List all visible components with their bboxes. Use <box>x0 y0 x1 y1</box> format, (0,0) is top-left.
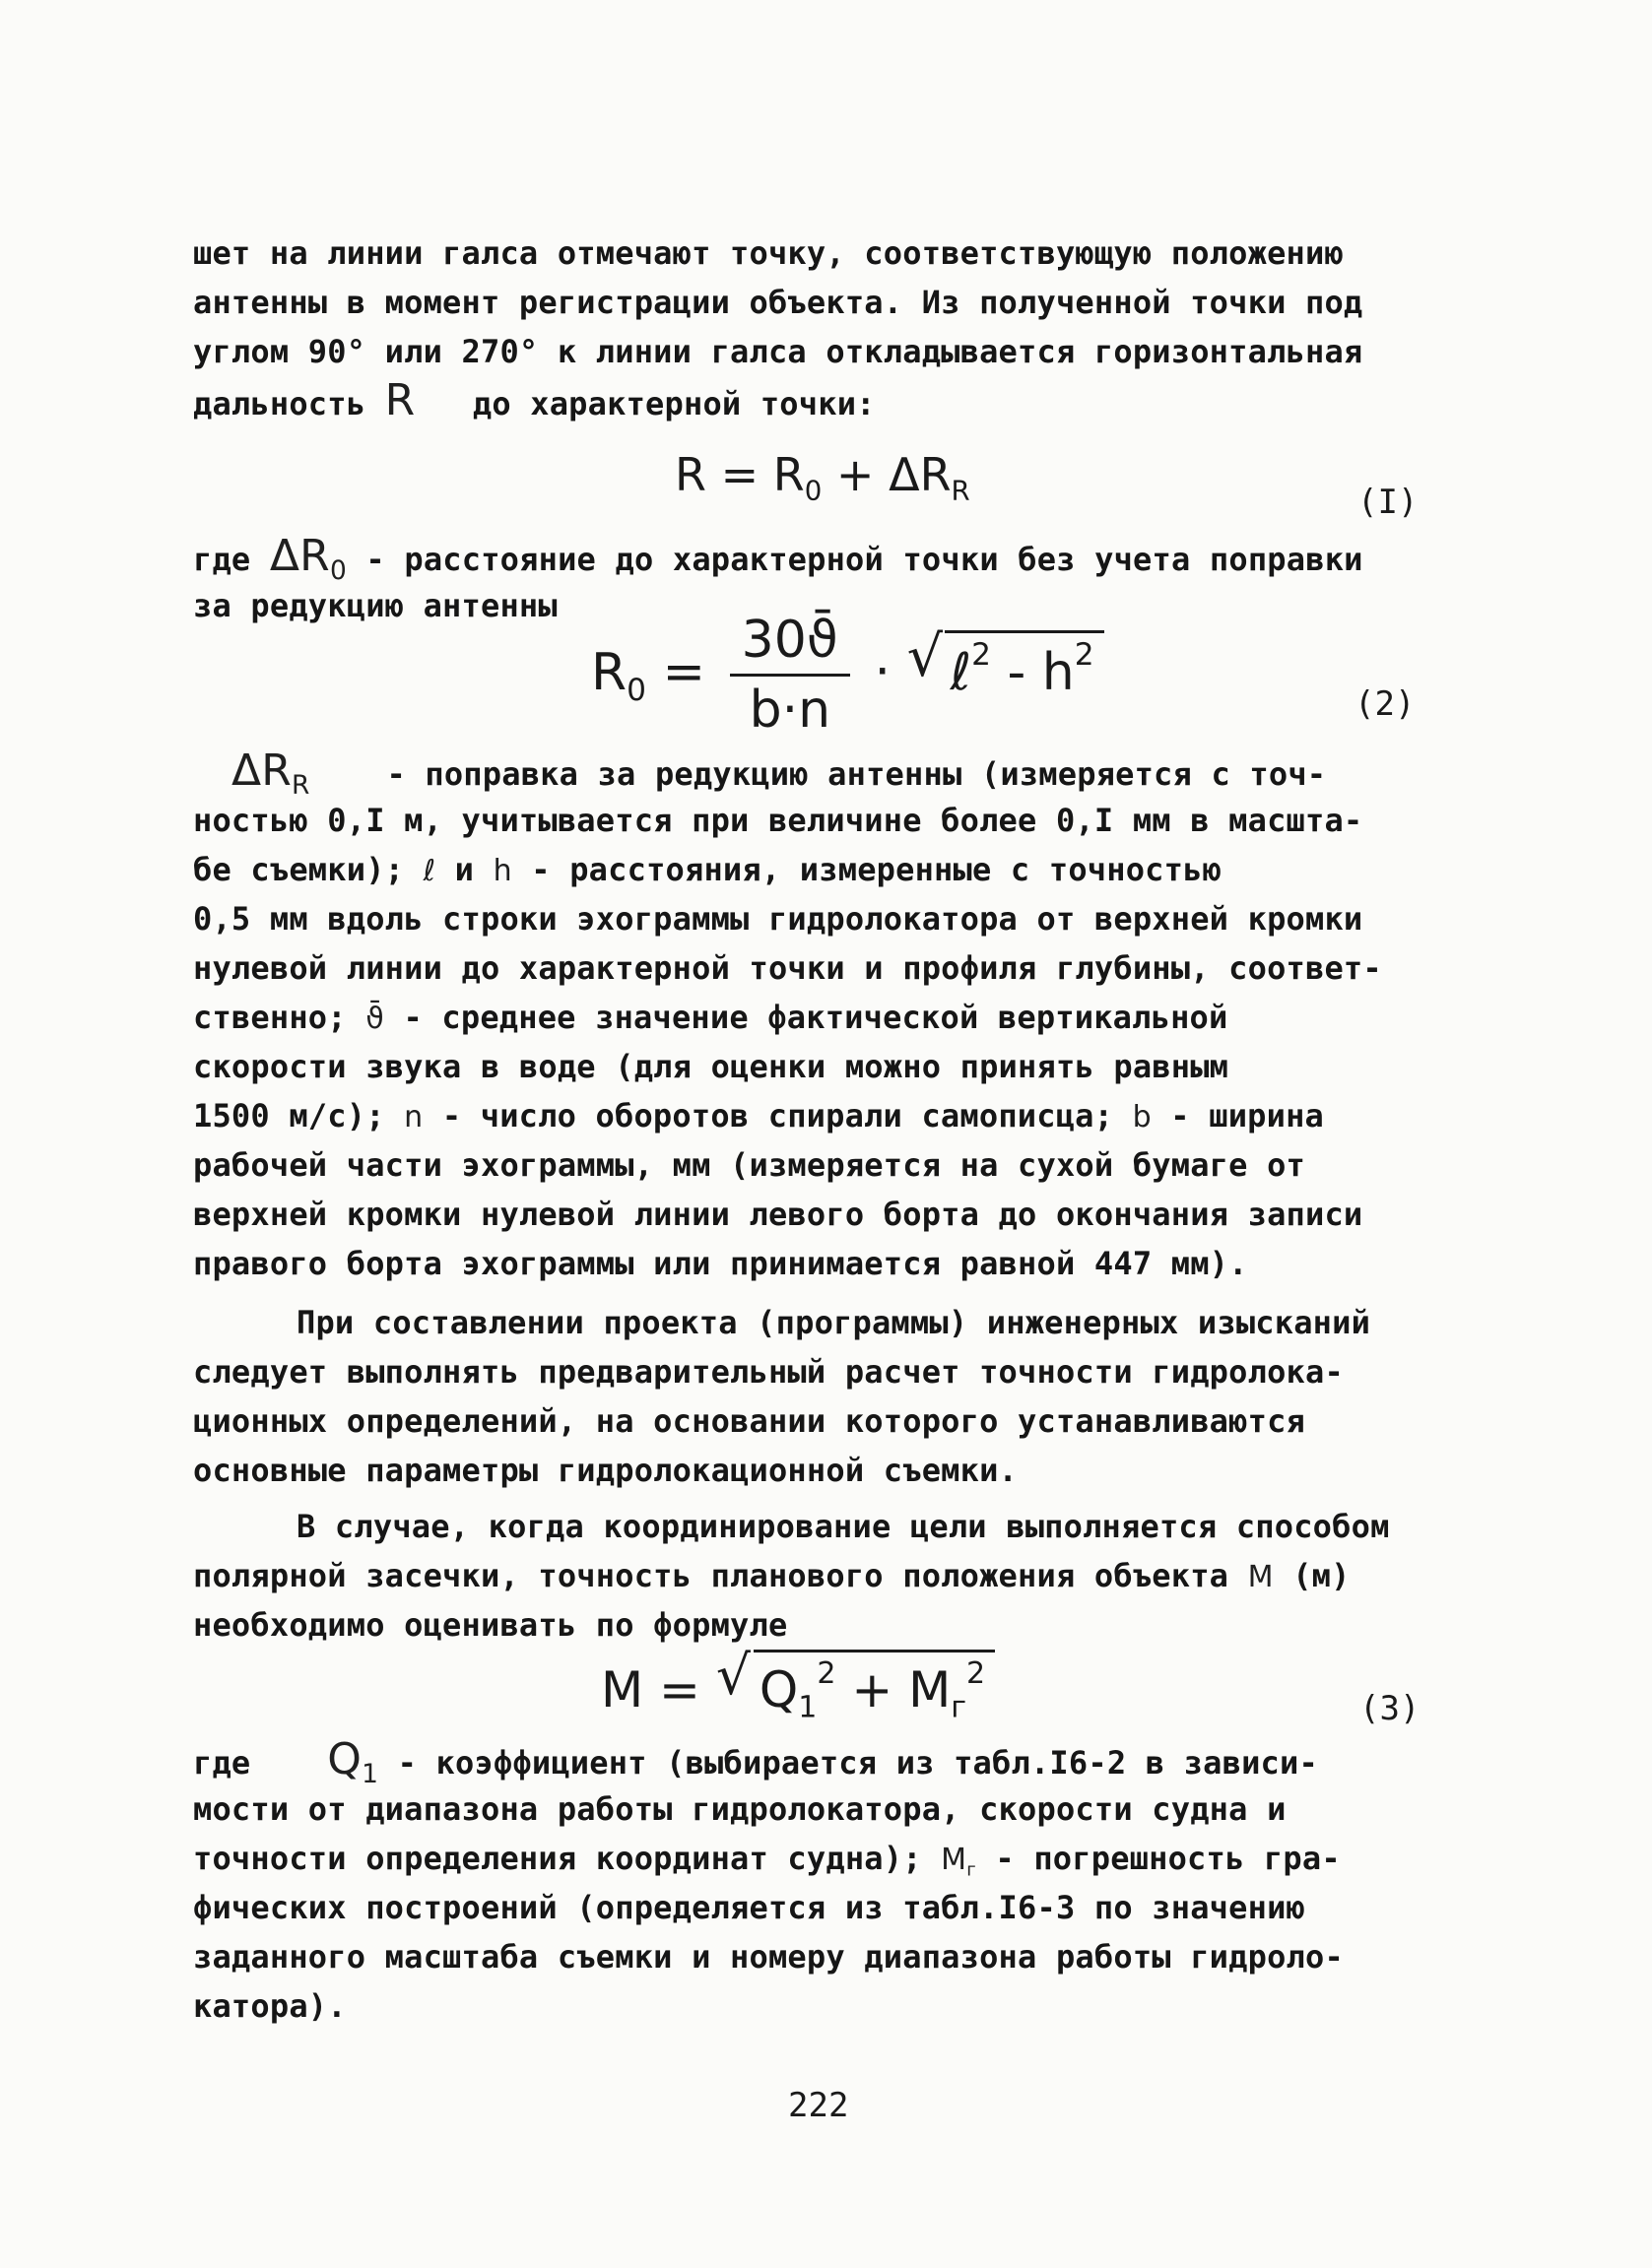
text-line: антенны в момент регистрации объекта. Из полученной точки под <box>193 284 1363 321</box>
text-line: правого борта эхограммы или принимается равной 447 мм). <box>193 1245 1248 1282</box>
eq2-equals: = <box>662 642 706 702</box>
symbol-l: ℓ <box>423 854 436 888</box>
symbol-theta: ϑ̄ <box>365 1002 384 1036</box>
text-line: бе съемки); ℓ и h - расстояния, измеренные с точностью <box>193 851 1222 888</box>
eq3-sqrt <box>715 1644 995 1725</box>
eq3-radicand: $Q_1^2 + M_г^2$ <box>754 1650 995 1725</box>
symbol-delta-R0: $\Delta R_0$ <box>269 531 347 587</box>
equation-1-number: (I) <box>1357 483 1419 522</box>
text-line: углом 90° или 270° к линии галса откладывается горизонтальная <box>193 333 1363 370</box>
eq1-rr-sub: R <box>951 474 970 507</box>
paragraph-project <box>193 1298 1474 1495</box>
text-line <box>193 531 1474 587</box>
text-line: фических построений (определяется из табл.I6-3 по значению <box>193 1889 1306 1926</box>
text-line: основные параметры гидролокационной съемки. <box>193 1452 1019 1489</box>
text-span: дальность <box>193 385 366 422</box>
equation-3 <box>601 1644 995 1725</box>
text-line: 0,5 мм вдоль строки эхограммы гидролокатора от верхней кромки <box>193 900 1363 938</box>
symbol-Mg: $M_г$ <box>941 1843 976 1881</box>
symbol-M: M <box>1247 1560 1274 1594</box>
text-span: до характерной точки: <box>472 385 876 422</box>
text-line: полярной засечки, точность планового положения объекта M (м) <box>193 1557 1351 1594</box>
text-span: - расстояние до характерной точки без учета поправки <box>365 541 1363 578</box>
eq1-r: R <box>772 448 805 501</box>
eq2-dot: · <box>874 642 892 702</box>
eq3-equals: = <box>659 1661 700 1718</box>
text-line: точности определения координат судна); $M_г$ - погрешность гра- <box>193 1840 1341 1881</box>
text-line: ционных определений, на основании которого устанавливаются <box>193 1402 1306 1440</box>
symbol-n: n <box>404 1100 424 1134</box>
text-line: шет на линии галса отмечают точку, соответствующую положению <box>193 234 1344 272</box>
eq2-fraction <box>730 611 850 740</box>
text-line: При составлении проекта (программы) инженерных изысканий <box>297 1304 1371 1341</box>
symbol-b: b <box>1132 1100 1152 1134</box>
equation-2-number: (2) <box>1355 684 1416 724</box>
eq1-equals: = <box>720 448 760 501</box>
text-line <box>193 745 1474 802</box>
text-line: 1500 м/с); n - число оборотов спирали самописца; b - ширина <box>193 1097 1325 1134</box>
text-line: ностью 0,I м, учитывается при величине более 0,I мм в масшта- <box>193 802 1363 839</box>
text-line: заданного масштаба съемки и номеру диапазона работы гидроло- <box>193 1938 1344 1976</box>
eq2-numerator: 30ϑ̄ <box>730 611 850 677</box>
eq3-lhs: M <box>601 1661 644 1718</box>
eq1-plus: + <box>835 448 875 501</box>
sqrt-icon: √ <box>906 623 944 689</box>
eq2-radicand: ℓ$^2$ - $h^2$ <box>945 630 1104 702</box>
symbol-h: h <box>493 854 512 888</box>
text-line: мости от диапазона работы гидролокатора, скорости судна и <box>193 1790 1287 1828</box>
paragraph-polar <box>193 1502 1474 1650</box>
text-line: ственно; ϑ̄ - среднее значение фактической вертикальной <box>193 999 1228 1036</box>
symbol-R: R <box>384 375 416 425</box>
text-line: где $Q_1$ - коэффициент (выбирается из табл.I6-2 в зависи- <box>193 1734 1318 1790</box>
page-number: 222 <box>788 2086 849 2125</box>
text-span: где <box>193 541 251 578</box>
text-line: В случае, когда координирование цели выполняется способом <box>297 1508 1390 1545</box>
eq1-lhs: R <box>675 448 706 501</box>
paragraph-where-2 <box>193 746 1474 1288</box>
text-line: необходимо оценивать по формуле <box>193 1606 788 1644</box>
paragraph-where-3 <box>193 1735 1474 2031</box>
text-line: катора). <box>193 1987 347 2025</box>
paragraph-intro <box>193 228 1474 425</box>
text-line: верхней кромки нулевой линии левого борта до окончания записи <box>193 1196 1363 1233</box>
eq1-delta: Δ <box>889 448 920 501</box>
eq2-denominator: b·n <box>749 680 831 740</box>
text-span: - поправка за редукцию антенны (измеряется с точ- <box>386 755 1327 793</box>
eq2-lhs: $R_0$ <box>591 642 646 708</box>
equation-2 <box>591 611 1104 740</box>
sqrt-icon: √ <box>715 1644 751 1707</box>
symbol-Q1: $Q_1$ <box>327 1734 379 1790</box>
text-line: скорости звука в воде (для оценки можно принять равным <box>193 1048 1229 1085</box>
eq2-sqrt <box>906 623 1104 702</box>
symbol-delta-RR: $\Delta R_R$ <box>231 745 310 802</box>
equation-3-number: (3) <box>1359 1689 1421 1728</box>
text-line: нулевой линии до характерной точки и профиля глубины, соответ- <box>193 949 1382 987</box>
equation-1 <box>675 448 970 507</box>
eq1-r-sub: 0 <box>804 474 823 507</box>
eq1-rr: R <box>919 448 952 501</box>
text-line: рабочей части эхограммы, мм (измеряется на сухой бумаге от <box>193 1146 1306 1184</box>
text-line: следует выполнять предварительный расчет точности гидролока- <box>193 1353 1344 1391</box>
text-line: за редукцию антенны <box>193 587 558 624</box>
text-line <box>193 376 1474 425</box>
